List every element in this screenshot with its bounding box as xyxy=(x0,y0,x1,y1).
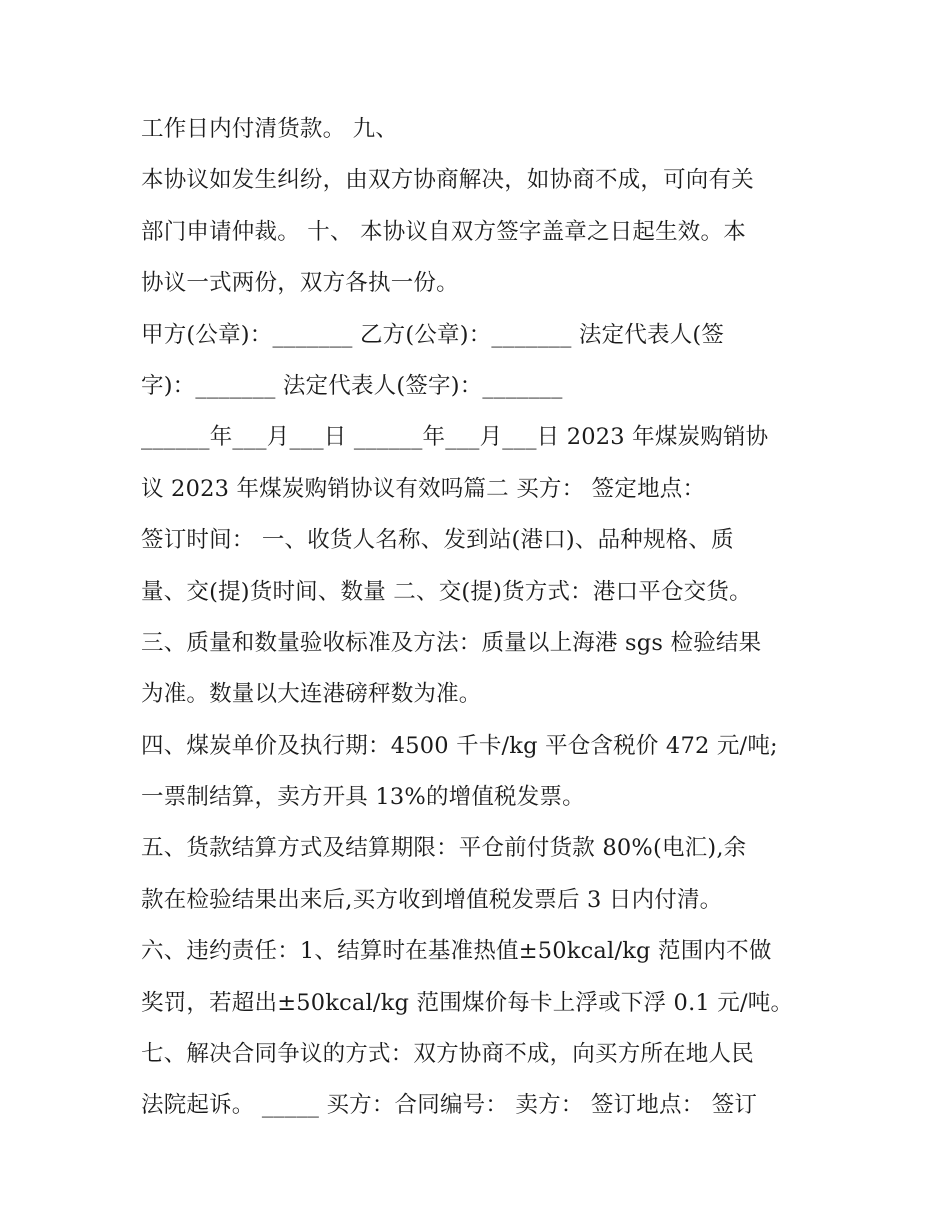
text-line: 奖罚，若超出±50kcal/kg 范围煤价每卡上浮或下浮 0.1 元/吨。 xyxy=(141,989,794,1016)
text-line: 部门申请仲裁。 十、 本协议自双方签字盖章之日起生效。本 xyxy=(141,218,746,245)
text-line: 量、交(提)货时间、数量 二、交(提)货方式：港口平仓交货。 xyxy=(141,578,752,605)
text-line: 七、解决合同争议的方式：双方协商不成，向买方所在地人民 xyxy=(141,1041,754,1068)
text-line: 工作日内付清货款。 九、 xyxy=(141,116,399,142)
text-line: 为准。数量以大连港磅秤数为准。 xyxy=(141,681,482,708)
text-line: 甲方(公章)：_______ 乙方(公章)：_______ 法定代表人(签 xyxy=(141,321,725,348)
document-body xyxy=(141,104,821,1132)
text-line: 字)：_______ 法定代表人(签字)：_______ xyxy=(141,372,563,399)
text-line: 四、煤炭单价及执行期：4500 千卡/kg 平仓含税价 472 元/吨; xyxy=(141,732,778,759)
text-line: 法院起诉。 _____ 买方：合同编号： 卖方： 签订地点： 签订 xyxy=(141,1092,758,1119)
text-line: 三、质量和数量验收标准及方法：质量以上海港 sgs 检验结果 xyxy=(141,629,762,656)
text-line: 本协议如发生纠纷，由双方协商解决，如协商不成，可向有关 xyxy=(141,167,754,194)
text-line: 议 2023 年煤炭购销协议有效吗篇二 买方： 签定地点： xyxy=(141,475,706,502)
text-line: 六、违约责任：1、结算时在基准热值±50kcal/kg 范围内不做 xyxy=(141,938,772,965)
text-line: 一票制结算，卖方开具 13%的增值税发票。 xyxy=(141,784,585,811)
text-line: 协议一式两份，双方各执一份。 xyxy=(141,270,459,297)
text-line: 五、货款结算方式及结算期限：平仓前付货款 80%(电汇),余 xyxy=(141,835,747,862)
text-line: ______年___月___日 ______年___月___日 2023 年煤炭购销协 xyxy=(141,424,769,451)
text-line: 款在检验结果出来后,买方收到增值税发票后 3 日内付清。 xyxy=(141,886,723,913)
text-line: 签订时间： 一、收货人名称、发到站(港口)、品种规格、质 xyxy=(141,527,734,554)
